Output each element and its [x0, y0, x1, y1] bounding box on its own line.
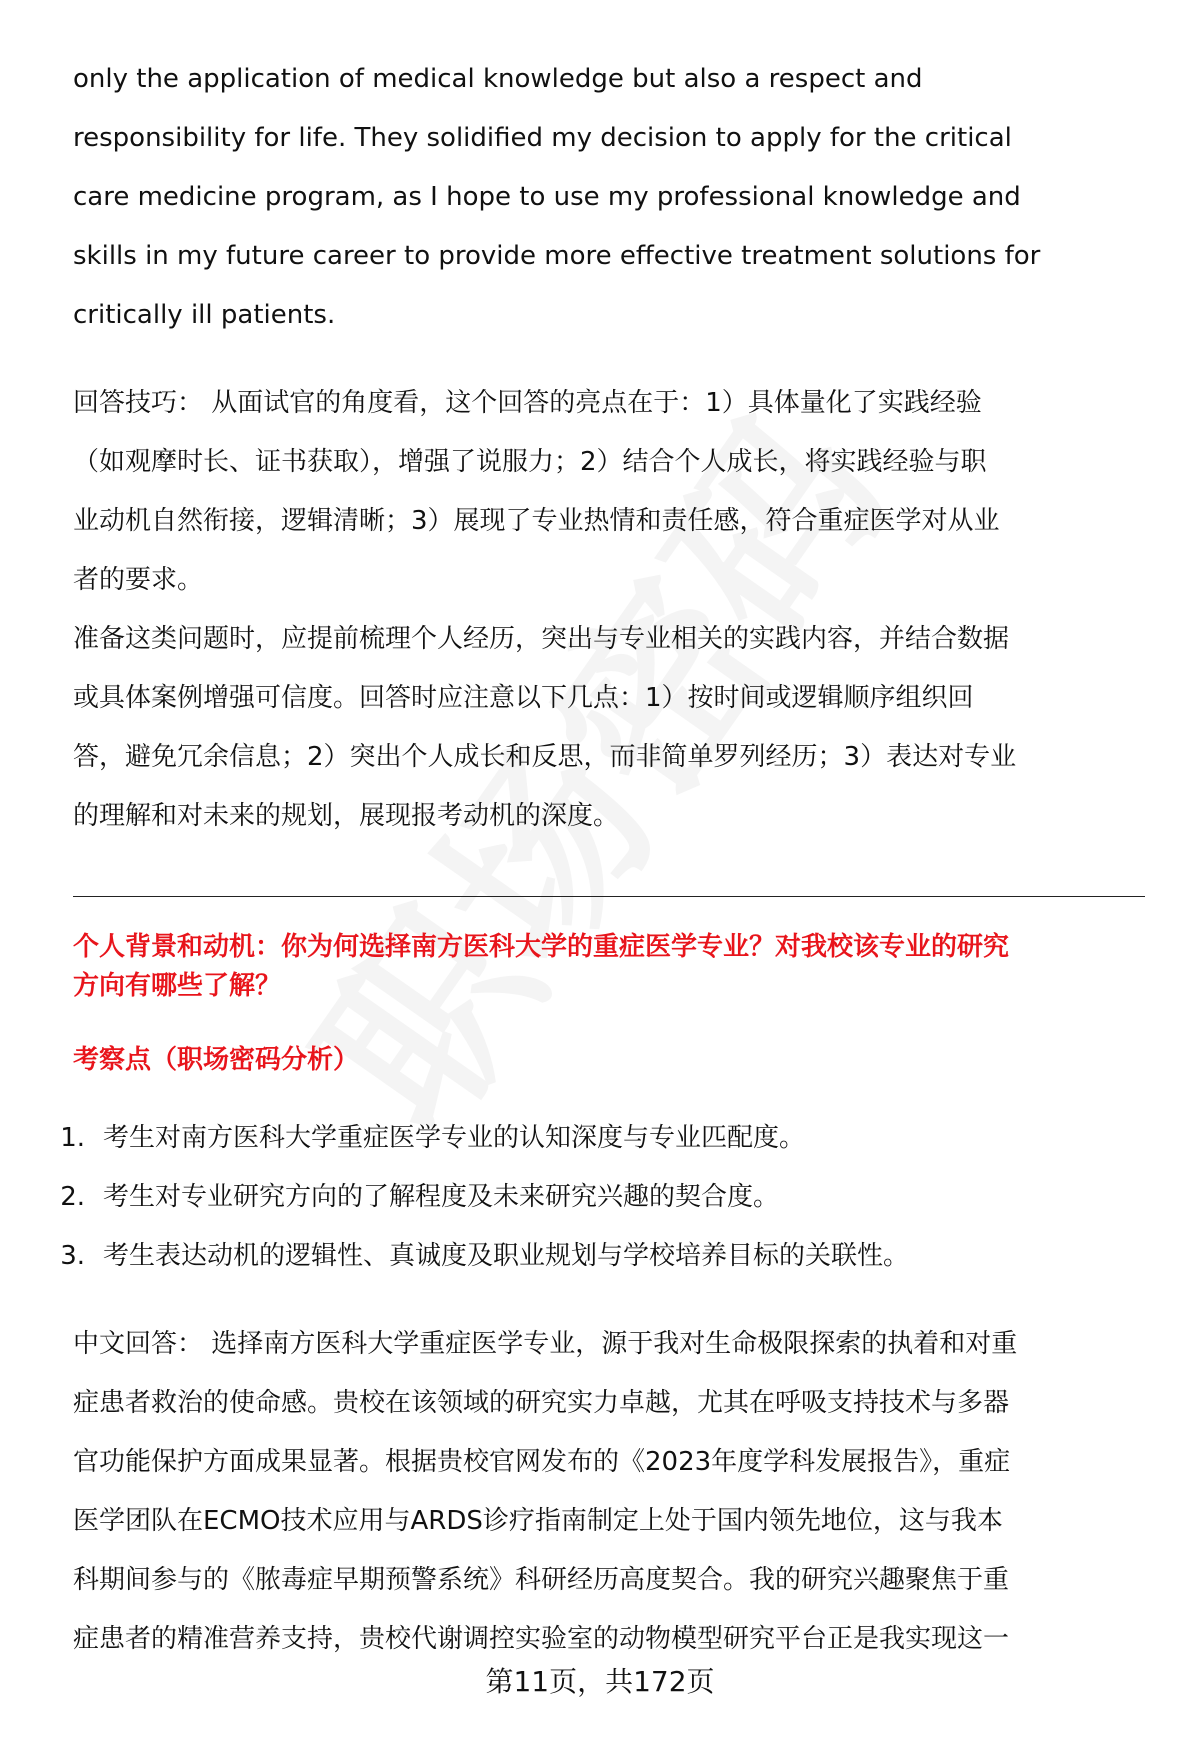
question-heading: 方向有哪些了解？: [73, 971, 282, 1001]
answer-line: 医学团队在ECMO技术应用与ARDS诊疗指南制定上处于国内领先地位，这与我本: [73, 1506, 1003, 1536]
body-text-line: only the application of medical knowledge but also a respect and: [73, 64, 923, 94]
section-divider: [73, 896, 1145, 897]
answer-line: 症患者救治的使命感。贵校在该领域的研究实力卓越，尤其在呼吸支持技术与多器: [73, 1388, 1010, 1418]
item-number: 3.: [60, 1241, 85, 1271]
answer-line: 症患者的精准营养支持，贵校代谢调控实验室的动物模型研究平台正是我实现这一: [73, 1624, 1010, 1654]
body-text-line: skills in my future career to provide more effective treatment solutions for: [73, 241, 1041, 271]
answer-line: 官功能保护方面成果显著。根据贵校官网发布的《2023年度学科发展报告》，重症: [73, 1447, 1011, 1477]
tips-line: 准备这类问题时，应提前梳理个人经历，突出与专业相关的实践内容，并结合数据: [73, 624, 1010, 654]
body-text-line: critically ill patients.: [73, 300, 336, 330]
item-text: 考生对南方医科大学重症医学专业的认知深度与专业匹配度。: [103, 1123, 806, 1153]
item-text: 考生表达动机的逻辑性、真诚度及职业规划与学校培养目标的关联性。: [103, 1241, 910, 1271]
item-number: 2.: [60, 1182, 85, 1212]
analysis-item: [33, 1239, 909, 1273]
answer-line: 中文回答： 选择南方医科大学重症医学专业，源于我对生命极限探索的执着和对重: [73, 1329, 1018, 1359]
tips-line: 业动机自然衔接，逻辑清晰；3）展现了专业热情和责任感，符合重症医学对从业: [73, 506, 1000, 536]
analysis-item: [33, 1180, 779, 1214]
answer-line: 科期间参与的《脓毒症早期预警系统》科研经历高度契合。我的研究兴趣聚焦于重: [73, 1565, 1010, 1595]
item-text: 考生对专业研究方向的了解程度及未来研究兴趣的契合度。: [103, 1182, 780, 1212]
tips-line: 回答技巧： 从面试官的角度看，这个回答的亮点在于：1）具体量化了实践经验: [73, 388, 982, 418]
tips-line: 或具体案例增强可信度。回答时应注意以下几点：1）按时间或逻辑顺序组织回: [73, 683, 974, 713]
body-text-line: care medicine program, as I hope to use my professional knowledge and: [73, 182, 1021, 212]
analysis-item: [33, 1121, 805, 1155]
item-number: 1.: [60, 1123, 85, 1153]
analysis-title: 考察点（职场密码分析）: [73, 1045, 360, 1075]
page-number: 第11页，共172页: [485, 1665, 715, 1698]
tips-line: （如观摩时长、证书获取），增强了说服力；2）结合个人成长，将实践经验与职: [73, 447, 987, 477]
question-heading: 个人背景和动机：你为何选择南方医科大学的重症医学专业？对我校该专业的研究: [73, 932, 1010, 962]
body-text-line: responsibility for life. They solidified my decision to apply for the critical: [73, 123, 1012, 153]
tips-line: 的理解和对未来的规划，展现报考动机的深度。: [73, 801, 620, 831]
tips-line: 答，避免冗余信息；2）突出个人成长和反思，而非简单罗列经历；3）表达对专业: [73, 742, 1017, 772]
tips-line: 者的要求。: [73, 565, 204, 595]
